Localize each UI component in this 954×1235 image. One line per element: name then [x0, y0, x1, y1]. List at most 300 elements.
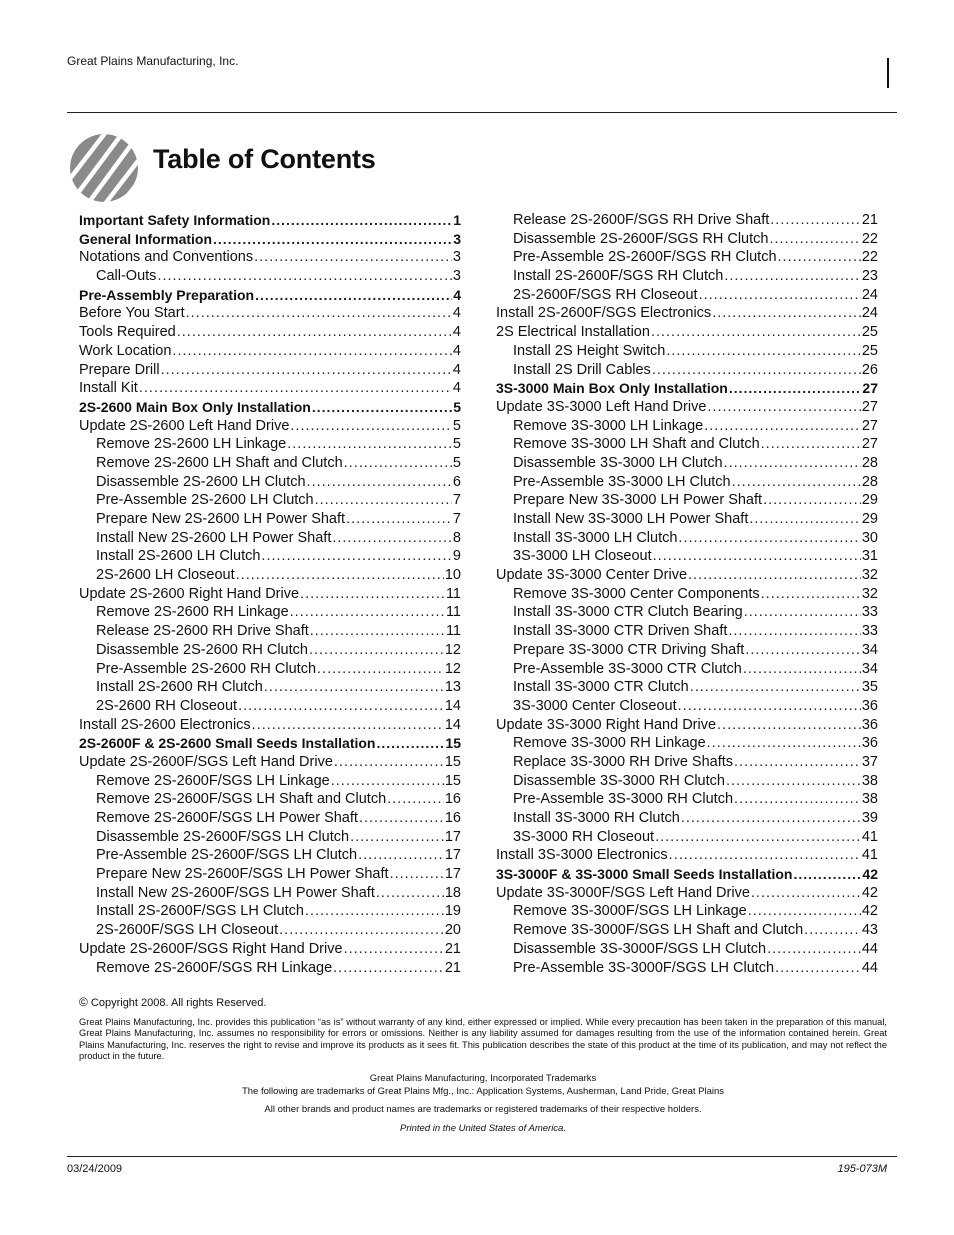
toc-dot-leader [751, 884, 861, 903]
toc-entry[interactable] [496, 585, 878, 604]
toc-dot-leader [358, 846, 444, 865]
toc-entry[interactable] [496, 678, 878, 697]
toc-entry-title: Install 2S-2600 RH Clutch [96, 679, 263, 696]
toc-entry[interactable] [79, 248, 461, 267]
toc-entry-page: 15 [444, 772, 461, 789]
footer-date: 03/24/2009 [67, 1163, 123, 1175]
copyright-text: Copyright 2008. All rights Reserved. [90, 997, 267, 1009]
toc-dot-leader [732, 473, 861, 492]
toc-entry[interactable] [79, 342, 461, 361]
toc-entry-title: Remove 3S-3000F/SGS LH Shaft and Clutch [513, 922, 804, 939]
toc-entry-title: Disassemble 2S-2600 RH Clutch [96, 641, 308, 658]
toc-entry-title: Update 3S-3000 Center Drive [496, 567, 688, 584]
toc-entry-page: 28 [861, 473, 878, 490]
toc-dot-leader [172, 342, 452, 361]
toc-entry[interactable] [496, 435, 878, 454]
toc-entry-title: Install 3S-3000 CTR Clutch [513, 679, 689, 696]
toc-entry[interactable] [79, 716, 461, 735]
toc-dot-leader [350, 828, 444, 847]
toc-entry-page: 17 [444, 847, 461, 864]
toc-dot-leader [724, 267, 861, 286]
toc-entry[interactable] [496, 828, 878, 847]
toc-entry[interactable] [496, 304, 878, 323]
toc-entry[interactable] [79, 884, 461, 903]
toc-dot-leader [254, 248, 452, 267]
toc-entry[interactable] [496, 772, 878, 791]
toc-entry[interactable] [79, 211, 461, 230]
toc-entry-title: 3S-3000 LH Closeout [513, 548, 652, 565]
toc-entry-title: Tools Required [79, 324, 176, 341]
toc-entry-title: 3S-3000 Center Closeout [513, 697, 677, 714]
toc-entry-title: Release 2S-2600 RH Drive Shaft [96, 623, 309, 640]
toc-dot-leader [290, 417, 452, 436]
toc-entry-title: Prepare New 2S-2600 LH Power Shaft [96, 511, 346, 527]
toc-entry-page: 11 [445, 623, 461, 640]
toc-entry[interactable] [79, 398, 461, 417]
toc-dot-leader [726, 772, 861, 791]
toc-entry-title: Disassemble 2S-2600F/SGS LH Clutch [96, 828, 350, 845]
toc-entry[interactable] [79, 753, 461, 772]
toc-entry-page: 5 [452, 454, 461, 471]
toc-entry[interactable] [496, 959, 878, 978]
toc-entry[interactable] [79, 678, 461, 697]
toc-entry-title: Pre-Assemble 3S-3000 RH Clutch [513, 791, 734, 808]
toc-dot-leader [315, 491, 452, 510]
toc-dot-leader [652, 361, 861, 380]
toc-entry[interactable] [79, 230, 461, 249]
toc-entry[interactable] [79, 772, 461, 791]
toc-entry-page: 15 [445, 735, 461, 752]
toc-entry-title: Pre-Assemble 3S-3000F/SGS LH Clutch [513, 959, 775, 976]
toc-dot-leader [264, 678, 444, 697]
toc-entry[interactable] [79, 959, 461, 978]
toc-entry-title: 3S-3000F & 3S-3000 Small Seeds Installation [496, 866, 793, 883]
toc-entry-title: Disassemble 3S-3000F/SGS LH Clutch [513, 940, 767, 957]
toc-entry-title: Remove 2S-2600F/SGS LH Shaft and Clutch [96, 791, 387, 808]
toc-dot-leader [290, 603, 445, 622]
toc-entry[interactable] [496, 417, 878, 436]
toc-entry-title: Pre-Assemble 2S-2600F/SGS RH Clutch [513, 249, 777, 266]
toc-entry-title: Pre-Assemble 3S-3000 LH Clutch [513, 473, 731, 490]
printed-in: Printed in the United States of America. [400, 1123, 566, 1134]
copyright [79, 995, 266, 1009]
toc-entry-page: 27 [861, 398, 878, 415]
toc-entry-page: 13 [444, 679, 461, 696]
toc-entry-title: Update 2S-2600F/SGS Left Hand Drive [79, 753, 333, 770]
toc-entry[interactable] [496, 230, 878, 249]
toc-dot-leader [287, 435, 452, 454]
toc-dot-leader [769, 230, 860, 249]
toc-dot-leader [310, 622, 445, 641]
toc-dot-leader [678, 529, 860, 548]
toc-entry-title: Install Kit [79, 380, 138, 397]
toc-entry-page: 41 [861, 847, 878, 864]
toc-entry-title: Replace 3S-3000 RH Drive Shafts [513, 753, 734, 770]
footer-rule [67, 1156, 897, 1157]
toc-entry-page: 29 [861, 511, 878, 527]
toc-entry-page: 17 [444, 828, 461, 845]
toc-entry[interactable] [79, 566, 461, 585]
toc-entry-page: 5 [453, 398, 461, 415]
doc-number: 195-073M [837, 1163, 887, 1175]
toc-entry[interactable] [496, 641, 878, 660]
toc-entry-page: 3 [452, 249, 461, 266]
toc-entry[interactable] [79, 902, 461, 921]
header-mark [887, 58, 889, 88]
toc-dot-leader [213, 230, 452, 249]
toc-entry[interactable] [496, 398, 878, 417]
toc-entry[interactable] [79, 379, 461, 398]
toc-entry-page: 29 [861, 492, 878, 509]
toc-entry-title: Disassemble 3S-3000 LH Clutch [513, 454, 723, 471]
toc-entry-page: 21 [861, 212, 878, 228]
toc-dot-leader [344, 454, 452, 473]
toc-entry-title: Update 3S-3000 Right Hand Drive [496, 716, 717, 733]
toc-entry[interactable] [79, 510, 461, 529]
toc-entry-title: 2S-2600 LH Closeout [96, 567, 235, 584]
toc-entry-title: Prepare New 3S-3000 LH Power Shaft [513, 492, 763, 509]
toc-entry-title: 2S-2600 Main Box Only Installation [79, 398, 311, 415]
toc-entry-page: 5 [452, 436, 461, 453]
toc-entry[interactable] [496, 790, 878, 809]
toc-dot-leader [333, 959, 444, 978]
toc-dot-leader [666, 342, 861, 361]
toc-entry-page: 27 [861, 436, 878, 453]
toc-dot-leader [307, 473, 452, 492]
toc-dot-leader [744, 603, 861, 622]
toc-entry-page: 11 [445, 604, 461, 621]
toc-entry-title: Pre-Assemble 2S-2600 RH Clutch [96, 660, 317, 677]
toc-entry[interactable] [79, 585, 461, 604]
toc-entry[interactable] [79, 734, 461, 753]
toc-entry-title: 2S-2600F/SGS RH Closeout [513, 286, 698, 303]
toc-dot-leader [161, 361, 452, 380]
toc-entry-page: 3 [453, 230, 461, 247]
toc-entry-page: 30 [861, 529, 878, 546]
toc-dot-leader [655, 828, 861, 847]
toc-entry-page: 41 [861, 828, 878, 845]
toc-dot-leader [743, 660, 861, 679]
toc-dot-leader [305, 902, 444, 921]
toc-dot-leader [717, 716, 861, 735]
toc-entry-title: Pre-Assemble 3S-3000 CTR Clutch [513, 660, 742, 677]
toc-entry-title: Install 3S-3000 CTR Clutch Bearing [513, 604, 743, 621]
toc-entry[interactable] [496, 454, 878, 473]
toc-entry-title: 3S-3000 RH Closeout [513, 828, 655, 845]
toc-dot-leader [317, 660, 444, 679]
toc-entry-title: Disassemble 3S-3000 RH Clutch [513, 772, 725, 789]
toc-dot-leader [728, 622, 860, 641]
toc-dot-leader [681, 809, 861, 828]
toc-entry[interactable] [79, 473, 461, 492]
toc-entry-title: Install New 3S-3000 LH Power Shaft [513, 511, 749, 527]
toc-entry[interactable] [496, 660, 878, 679]
toc-entry-title: Install 3S-3000 LH Clutch [513, 529, 678, 546]
toc-entry-title: Install New 2S-2600 LH Power Shaft [96, 529, 332, 546]
toc-entry[interactable] [79, 267, 461, 286]
toc-entry-page: 4 [452, 361, 461, 378]
toc-entry-page: 4 [453, 286, 461, 303]
toc-entry-page: 33 [861, 604, 878, 621]
toc-entry-page: 44 [861, 940, 878, 957]
toc-entry[interactable] [79, 603, 461, 622]
toc-dot-leader [271, 211, 452, 230]
toc-entry-title: Install 2S-2600 LH Clutch [96, 548, 261, 565]
toc-entry-page: 8 [452, 529, 461, 546]
toc-entry-page: 28 [861, 454, 878, 471]
toc-entry[interactable] [79, 361, 461, 380]
toc-dot-leader [699, 286, 861, 305]
toc-entry-page: 19 [444, 903, 461, 920]
toc-entry-page: 11 [445, 585, 461, 602]
great-plains-logo-icon [69, 133, 139, 203]
toc-entry-title: Update 3S-3000 Left Hand Drive [496, 398, 707, 415]
toc-entry[interactable] [496, 211, 878, 230]
toc-entry[interactable] [496, 940, 878, 959]
toc-entry[interactable] [496, 473, 878, 492]
toc-entry-title: Disassemble 2S-2600F/SGS RH Clutch [513, 230, 769, 247]
toc-entry-page: 4 [452, 380, 461, 397]
toc-entry[interactable] [496, 603, 878, 622]
toc-entry[interactable] [496, 884, 878, 903]
toc-entry-page: 27 [861, 417, 878, 434]
toc-entry[interactable] [496, 248, 878, 267]
toc-entry[interactable] [496, 697, 878, 716]
toc-entry-page: 24 [861, 305, 878, 322]
toc-entry-page: 7 [452, 511, 461, 527]
toc-dot-leader [309, 641, 444, 660]
toc-entry-title: Install 3S-3000 RH Clutch [513, 810, 680, 826]
toc-entry[interactable] [79, 435, 461, 454]
toc-entry-title: General Information [79, 230, 213, 247]
toc-entry-page: 34 [861, 641, 878, 658]
toc-entry-title: Install 2S-2600F/SGS Electronics [496, 305, 712, 322]
toc-dot-leader [724, 454, 861, 473]
toc-entry-title: Remove 2S-2600 LH Shaft and Clutch [96, 454, 343, 471]
toc-entry[interactable] [79, 304, 461, 323]
toc-entry-title: Remove 2S-2600F/SGS RH Linkage [96, 959, 333, 976]
toc-entry[interactable] [496, 529, 878, 548]
toc-entry[interactable] [496, 323, 878, 342]
toc-entry[interactable] [496, 622, 878, 641]
toc-entry[interactable] [79, 491, 461, 510]
toc-entry-page: 4 [452, 324, 461, 341]
toc-entry[interactable] [496, 846, 878, 865]
toc-dot-leader [688, 566, 861, 585]
toc-dot-leader [238, 697, 444, 716]
toc-entry-page: 32 [861, 567, 878, 584]
toc-entry[interactable] [496, 809, 878, 828]
toc-entry-title: 2S-2600F & 2S-2600 Small Seeds Installation [79, 735, 376, 752]
toc-dot-leader [252, 716, 444, 735]
toc-entry[interactable] [496, 286, 878, 305]
toc-dot-leader [678, 697, 861, 716]
toc-entry-title: Before You Start [79, 305, 185, 322]
toc-dot-leader [745, 641, 861, 660]
toc-dot-leader [734, 790, 861, 809]
toc-entry-title: 2S-2600 RH Closeout [96, 697, 238, 714]
toc-dot-leader [775, 959, 861, 978]
toc-entry[interactable] [496, 547, 878, 566]
toc-entry-page: 24 [861, 286, 878, 303]
toc-entry-title: Call-Outs [96, 268, 157, 285]
toc-entry[interactable] [496, 716, 878, 735]
toc-entry-title: Install 2S-2600F/SGS LH Clutch [96, 903, 304, 920]
toc-dot-leader [651, 323, 861, 342]
toc-entry-page: 38 [861, 772, 878, 789]
toc-entry[interactable] [79, 865, 461, 884]
toc-entry-page: 27 [862, 380, 878, 397]
toc-entry-title: Remove 3S-3000 Center Components [513, 585, 760, 602]
toc-entry-title: Prepare Drill [79, 361, 160, 378]
toc-dot-leader [704, 417, 861, 436]
toc-entry-title: Pre-Assembly Preparation [79, 286, 255, 303]
toc-entry[interactable] [496, 865, 878, 884]
toc-entry-page: 21 [444, 940, 461, 957]
disclaimer: Great Plains Manufacturing, Inc. provides this publication “as is” without warranty of any kind, either expressed or implied. While every precaution has been taken in the preparation of this manual, Great Plains Manufacturing, Inc. assumes no responsibility for errors or omissions. Neither is any liability assumed for damages resulting from the use of the information contained herein. Great Plains Manufacturing, Inc. reserves the right to revise and improve its products as it sees fit. This publication describes the state of this product at the time of its publication, and may not reflect the product in the future. [79, 1017, 887, 1062]
toc-dot-leader [376, 884, 444, 903]
toc-dot-leader [749, 510, 861, 529]
toc-entry-page: 5 [452, 417, 461, 434]
company-name: Great Plains Manufacturing, Inc. [67, 54, 239, 68]
toc-entry-page: 4 [452, 342, 461, 359]
toc-entry-title: Install 3S-3000 Electronics [496, 847, 668, 864]
toc-entry[interactable] [496, 566, 878, 585]
toc-entry-page: 22 [861, 249, 878, 266]
page-title: Table of Contents [153, 144, 376, 174]
toc-entry-title: Pre-Assemble 2S-2600F/SGS LH Clutch [96, 847, 358, 864]
toc-entry-page: 21 [444, 959, 461, 976]
toc-entry-title: Important Safety Information [79, 212, 271, 228]
toc-entry-title: Install New 2S-2600F/SGS LH Power Shaft [96, 884, 375, 901]
toc-entry-page: 26 [861, 361, 878, 378]
toc-entry-page: 10 [444, 567, 461, 584]
toc-entry-page: 33 [861, 623, 878, 640]
toc-entry[interactable] [496, 510, 878, 529]
toc-entry[interactable] [496, 491, 878, 510]
toc-entry-page: 36 [861, 716, 878, 733]
toc-entry[interactable] [496, 921, 878, 940]
toc-entry-page: 1 [453, 212, 461, 228]
toc-entry-page: 36 [861, 697, 878, 714]
toc-entry[interactable] [79, 529, 461, 548]
toc-entry-title: Install 2S-2600F/SGS RH Clutch [513, 268, 724, 285]
toc-entry[interactable] [79, 846, 461, 865]
toc-entry-page: 25 [861, 324, 878, 341]
toc-dot-leader [346, 510, 452, 529]
toc-entry[interactable] [79, 921, 461, 940]
toc-entry-title: Remove 2S-2600F/SGS LH Power Shaft [96, 810, 358, 826]
toc-entry-page: 17 [444, 866, 461, 883]
toc-entry[interactable] [79, 286, 461, 305]
toc-entry[interactable] [79, 697, 461, 716]
toc-entry[interactable] [496, 902, 878, 921]
toc-entry[interactable] [496, 734, 878, 753]
toc-entry-title: Install 2S Height Switch [513, 342, 666, 359]
toc-entry[interactable] [79, 641, 461, 660]
toc-dot-leader [279, 921, 444, 940]
toc-entry-page: 38 [861, 791, 878, 808]
toc-entry-title: Remove 2S-2600 LH Linkage [96, 436, 287, 453]
toc-dot-leader [793, 865, 861, 884]
toc-entry[interactable] [79, 660, 461, 679]
toc-dot-leader [376, 734, 444, 753]
toc-entry-page: 12 [444, 660, 461, 677]
toc-entry-page: 20 [444, 922, 461, 939]
toc-entry[interactable] [79, 417, 461, 436]
toc-entry-page: 37 [861, 753, 878, 770]
toc-entry-page: 44 [861, 959, 878, 976]
toc-dot-leader [729, 379, 862, 398]
toc-entry-title: Update 2S-2600F/SGS Right Hand Drive [79, 940, 343, 957]
toc-entry-title: Pre-Assemble 2S-2600 LH Clutch [96, 492, 314, 509]
toc-dot-leader [139, 379, 452, 398]
toc-dot-leader [761, 585, 861, 604]
toc-left-column [79, 211, 461, 977]
toc-dot-leader [761, 435, 861, 454]
toc-dot-leader [707, 398, 860, 417]
toc-entry[interactable] [79, 547, 461, 566]
toc-entry-page: 14 [444, 716, 461, 733]
toc-dot-leader [669, 846, 861, 865]
toc-entry-title: Install 3S-3000 CTR Driven Shaft [513, 623, 728, 640]
other-trademarks: All other brands and product names are trademarks or registered trademarks of their respective holders. [264, 1104, 702, 1115]
toc-entry[interactable] [79, 828, 461, 847]
toc-entry-title: Remove 3S-3000 LH Shaft and Clutch [513, 436, 760, 453]
toc-entry-page: 18 [444, 884, 461, 901]
toc-entry-page: 15 [444, 753, 461, 770]
toc-entry-page: 31 [861, 548, 878, 565]
toc-entry[interactable] [496, 753, 878, 772]
toc-entry-page: 14 [444, 697, 461, 714]
toc-entry-page: 35 [861, 679, 878, 696]
toc-entry-page: 16 [444, 791, 461, 808]
header-rule [67, 112, 897, 113]
toc-entry-title: Install 2S Drill Cables [513, 361, 651, 378]
toc-entry[interactable] [496, 267, 878, 286]
toc-entry[interactable] [79, 622, 461, 641]
toc-entry-page: 39 [861, 810, 878, 826]
toc-entry[interactable] [496, 342, 878, 361]
toc-entry-title: Remove 3S-3000 RH Linkage [513, 735, 706, 752]
toc-entry-title: Prepare 3S-3000 CTR Driving Shaft [513, 641, 745, 658]
toc-entry-page: 43 [861, 922, 878, 939]
toc-entry-page: 16 [444, 810, 461, 826]
toc-entry-title: Notations and Conventions [79, 249, 254, 266]
toc-dot-leader [177, 323, 452, 342]
trademarks-heading: Great Plains Manufacturing, Incorporated Trademarks [369, 1073, 597, 1084]
toc-dot-leader [707, 734, 861, 753]
toc-entry-page: 9 [452, 548, 461, 565]
toc-entry-title: Remove 2S-2600F/SGS LH Linkage [96, 772, 330, 789]
toc-entry-page: 12 [444, 641, 461, 658]
toc-dot-leader [734, 753, 861, 772]
toc-entry-title: Remove 2S-2600 RH Linkage [96, 604, 289, 621]
toc-entry[interactable] [496, 379, 878, 398]
toc-entry[interactable] [79, 454, 461, 473]
toc-entry[interactable] [496, 361, 878, 380]
toc-dot-leader [748, 902, 861, 921]
toc-entry[interactable] [79, 790, 461, 809]
toc-entry[interactable] [79, 323, 461, 342]
toc-entry-page: 3 [452, 268, 461, 285]
toc-entry[interactable] [79, 940, 461, 959]
toc-entry[interactable] [79, 809, 461, 828]
toc-entry-title: Update 2S-2600 Left Hand Drive [79, 417, 290, 434]
toc-entry-title: Install 2S-2600 Electronics [79, 716, 251, 733]
toc-dot-leader [712, 304, 861, 323]
toc-entry-title: 2S Electrical Installation [496, 324, 650, 341]
